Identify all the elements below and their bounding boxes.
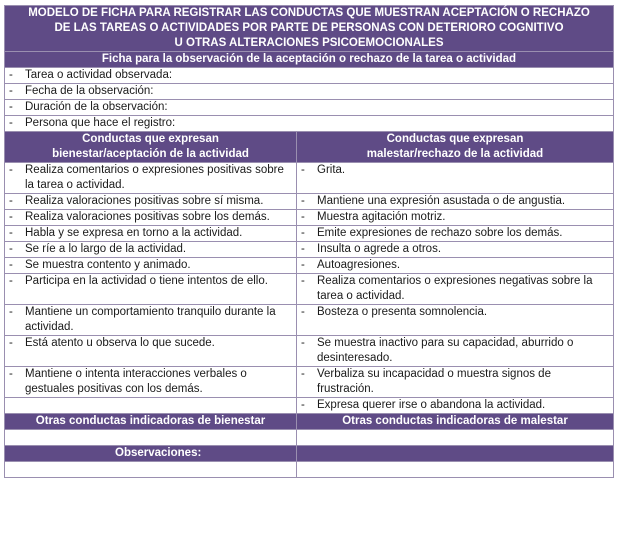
wellbeing-behavior	[5, 398, 297, 414]
bullet-dash: -	[9, 211, 13, 223]
form-title	[5, 6, 614, 52]
behavior-row	[5, 305, 614, 336]
observations-entry-right[interactable]	[297, 462, 614, 478]
other-behaviors-entry[interactable]	[5, 430, 614, 446]
wellbeing-behavior	[5, 336, 297, 367]
header-fields	[5, 68, 614, 132]
bullet-dash: -	[9, 227, 13, 239]
field-cell[interactable]	[5, 68, 614, 84]
column-header-wellbeing-line-2: bienestar/aceptación de la actividad	[52, 148, 249, 160]
behavior-row	[5, 336, 614, 367]
distress-behavior-text: Verbaliza su incapacidad o muestra signos de frustración.	[317, 368, 551, 395]
behavior-row	[5, 210, 614, 226]
other-behaviors-header	[5, 414, 614, 430]
field-label: Fecha de la observación:	[25, 85, 154, 97]
wellbeing-behavior-text: Mantiene un comportamiento tranquilo durante la actividad.	[25, 306, 276, 333]
distress-behavior	[297, 336, 614, 367]
observations-label: Observaciones:	[5, 446, 297, 462]
bullet-dash: -	[9, 164, 13, 176]
behavior-row	[5, 398, 614, 414]
column-header-wellbeing	[5, 132, 297, 163]
wellbeing-behavior	[5, 242, 297, 258]
wellbeing-behavior	[5, 226, 297, 242]
observations-entry-left[interactable]	[5, 462, 297, 478]
bullet-dash: -	[301, 368, 305, 380]
distress-behavior-text: Insulta o agrede a otros.	[317, 243, 442, 255]
bullet-dash: -	[9, 101, 13, 113]
column-header-distress-line-2: malestar/rechazo de la actividad	[366, 148, 544, 160]
title-line-1: MODELO DE FICHA PARA REGISTRAR LAS CONDUCTAS QUE MUESTRAN ACEPTACIÓN O RECHAZO	[28, 7, 590, 19]
wellbeing-behavior	[5, 274, 297, 305]
wellbeing-behavior	[5, 258, 297, 274]
field-row[interactable]	[5, 100, 614, 116]
bullet-dash: -	[301, 243, 305, 255]
field-cell[interactable]	[5, 84, 614, 100]
field-row[interactable]	[5, 68, 614, 84]
distress-behavior	[297, 242, 614, 258]
bullet-dash: -	[301, 337, 305, 349]
column-header-wellbeing-line-1: Conductas que expresan	[82, 133, 219, 145]
subtitle-text: Ficha para la observación de la aceptación o rechazo de la tarea o actividad	[5, 52, 614, 68]
behavior-row	[5, 242, 614, 258]
distress-behavior	[297, 194, 614, 210]
bullet-dash: -	[9, 243, 13, 255]
form-subtitle	[5, 52, 614, 68]
distress-behavior-text: Muestra agitación motriz.	[317, 211, 446, 223]
bullet-dash: -	[9, 85, 13, 97]
field-row[interactable]	[5, 116, 614, 132]
title-line-2: DE LAS TAREAS O ACTIVIDADES POR PARTE DE PERSONAS CON DETERIORO COGNITIVO	[54, 22, 564, 34]
field-cell[interactable]	[5, 100, 614, 116]
bullet-dash: -	[9, 368, 13, 380]
field-cell[interactable]	[5, 116, 614, 132]
field-label: Tarea o actividad observada:	[25, 69, 173, 81]
distress-behavior	[297, 305, 614, 336]
distress-behavior-text: Se muestra inactivo para su capacidad, aburrido o desinteresado.	[317, 337, 574, 364]
distress-behavior-text: Bosteza o presenta somnolencia.	[317, 306, 488, 318]
column-headers	[5, 132, 614, 163]
distress-behavior-text: Realiza comentarios o expresiones negativas sobre la tarea o actividad.	[317, 275, 593, 302]
behavior-row	[5, 258, 614, 274]
other-wellbeing-entry[interactable]	[5, 430, 297, 446]
distress-behavior-text: Emite expresiones de rechazo sobre los demás.	[317, 227, 563, 239]
distress-behavior	[297, 398, 614, 414]
observations-header	[5, 446, 614, 462]
bullet-dash: -	[9, 195, 13, 207]
behavior-row	[5, 274, 614, 305]
field-row[interactable]	[5, 84, 614, 100]
bullet-dash: -	[301, 306, 305, 318]
title-line-3: U OTRAS ALTERACIONES PSICOEMOCIONALES	[174, 37, 444, 49]
wellbeing-behavior-text: Se muestra contento y animado.	[25, 259, 191, 271]
bullet-dash: -	[301, 211, 305, 223]
distress-behavior-text: Mantiene una expresión asustada o de angustia.	[317, 195, 566, 207]
behavior-row	[5, 194, 614, 210]
bullet-dash: -	[301, 164, 305, 176]
observations-entry[interactable]	[5, 462, 614, 478]
behavior-row	[5, 163, 614, 194]
bullet-dash: -	[9, 275, 13, 287]
bullet-dash: -	[9, 117, 13, 129]
behavior-row	[5, 226, 614, 242]
distress-behavior-text: Grita.	[317, 164, 346, 176]
wellbeing-behavior-text: Mantiene o intenta interacciones verbales o gestuales positivas con los demás.	[25, 368, 247, 395]
observation-form	[4, 5, 614, 478]
field-label: Duración de la observación:	[25, 101, 168, 113]
other-wellbeing-label: Otras conductas indicadoras de bienestar	[5, 414, 297, 430]
distress-behavior	[297, 367, 614, 398]
distress-behavior-text: Expresa querer irse o abandona la actividad.	[317, 399, 546, 411]
bullet-dash: -	[301, 227, 305, 239]
column-header-distress-line-1: Conductas que expresan	[386, 133, 524, 145]
bullet-dash: -	[301, 195, 305, 207]
wellbeing-behavior-text: Se ríe a lo largo de la actividad.	[25, 243, 187, 255]
wellbeing-behavior	[5, 210, 297, 226]
wellbeing-behavior-text: Participa en la actividad o tiene intentos de ello.	[25, 275, 268, 287]
column-header-distress	[297, 132, 614, 163]
wellbeing-behavior-text: Realiza valoraciones positivas sobre sí misma.	[25, 195, 264, 207]
wellbeing-behavior	[5, 163, 297, 194]
wellbeing-behavior-text: Realiza comentarios o expresiones positivas sobre la tarea o actividad.	[25, 164, 284, 191]
bullet-dash: -	[301, 259, 305, 271]
distress-behavior	[297, 163, 614, 194]
observations-header-blank	[297, 446, 614, 462]
wellbeing-behavior	[5, 367, 297, 398]
other-distress-label: Otras conductas indicadoras de malestar	[297, 414, 614, 430]
bullet-dash: -	[9, 259, 13, 271]
wellbeing-behavior-text: Habla y se expresa en torno a la actividad.	[25, 227, 243, 239]
wellbeing-behavior	[5, 194, 297, 210]
field-label: Persona que hace el registro:	[25, 117, 176, 129]
bullet-dash: -	[9, 69, 13, 81]
distress-behavior-text: Autoagresiones.	[317, 259, 401, 271]
bullet-dash: -	[9, 337, 13, 349]
wellbeing-behavior-text: Realiza valoraciones positivas sobre los demás.	[25, 211, 270, 223]
distress-behavior	[297, 258, 614, 274]
behavior-row	[5, 367, 614, 398]
bullet-dash: -	[301, 399, 305, 411]
other-distress-entry[interactable]	[297, 430, 614, 446]
bullet-dash: -	[9, 306, 13, 318]
distress-behavior	[297, 210, 614, 226]
behavior-rows	[5, 163, 614, 414]
distress-behavior	[297, 226, 614, 242]
wellbeing-behavior	[5, 305, 297, 336]
bullet-dash: -	[301, 275, 305, 287]
wellbeing-behavior-text: Está atento u observa lo que sucede.	[25, 337, 215, 349]
distress-behavior	[297, 274, 614, 305]
